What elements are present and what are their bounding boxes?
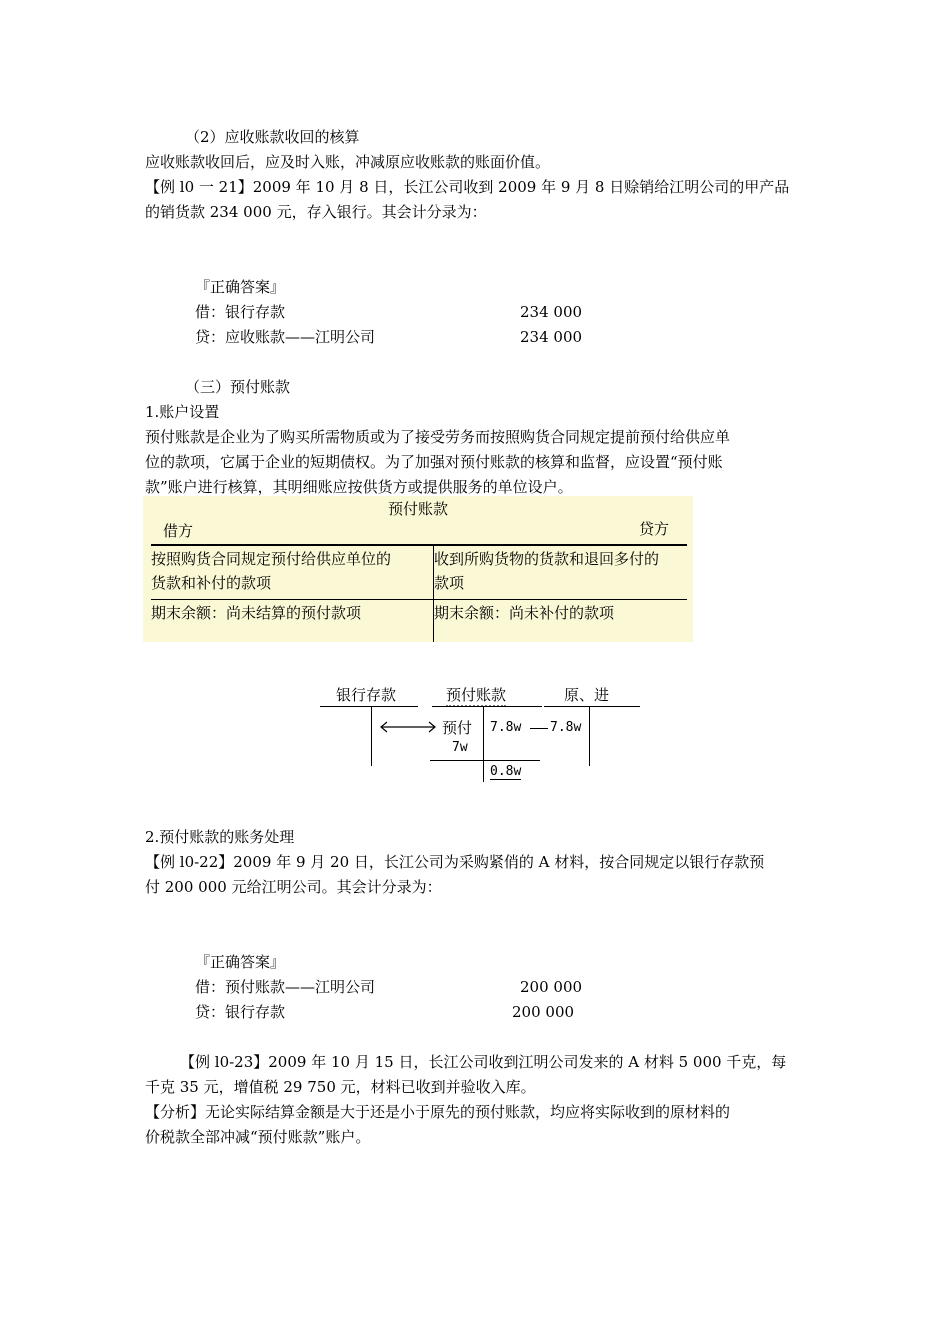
t-account-title: 预付账款	[387, 500, 448, 518]
paragraph-prepayment-line3: 款”账户进行核算，其明细账应按供货方或提供服务的单位设户。	[145, 478, 573, 496]
example-23-line1: 【例 l0-23】2009 年 10 月 15 日，长江公司收到江明公司发来的 A 材料 5 000 千克，每	[180, 1053, 787, 1071]
ledger-sketch	[318, 680, 648, 790]
example-22-line1: 【例 l0-22】2009 年 9 月 20 日，长江公司为采购紧俏的 A 材料，按合同规定以银行存款预	[145, 853, 765, 871]
ledger-account-prepaid: 预付账款	[446, 684, 506, 707]
paragraph-prepayment-line1: 预付账款是企业为了购买所需物质或为了接受劳务而按照购货合同规定提前预付给供应单	[145, 428, 731, 446]
subheading-prepayment-processing: 2.预付账款的账务处理	[145, 828, 295, 846]
t-account-credit-label: 贷方	[638, 520, 669, 538]
example-22-line2: 付 200 000 元给江明公司。其会计分录为：	[145, 878, 442, 896]
ledger-prepaid-center-rule	[483, 706, 484, 782]
t-account-mid-rule	[151, 599, 687, 600]
paragraph-prepayment-line2: 位的款项，它属于企业的短期债权。为了加强对预付账款的核算和监督，应设置“预付账	[145, 453, 723, 471]
analysis-line2: 价税款全部冲减“预付账款”账户。	[145, 1128, 371, 1146]
ledger-prepaid-sum-rule	[430, 760, 540, 761]
t-account-debit-row1-line2: 货款和补付的款项	[151, 574, 272, 592]
example-21-line2: 的销货款 234 000 元，存入银行。其会计分录为：	[145, 203, 487, 221]
journal-entry-credit: 贷：应收账款——江明公司	[195, 328, 376, 346]
ledger-bank-top-rule	[320, 706, 418, 707]
journal-entry-debit-2-amount: 200 000	[520, 978, 583, 996]
ledger-materials-center-rule	[589, 706, 590, 766]
answer-label-2: 『正确答案』	[195, 953, 286, 971]
ledger-account-bank: 银行存款	[336, 686, 397, 704]
t-account-debit-balance: 期末余额：尚未结算的预付款项	[151, 604, 362, 622]
ledger-prepaid-top-rule	[432, 706, 542, 707]
t-account-table	[143, 496, 693, 642]
paragraph-intro: 应收账款收回后，应及时入账，冲减原应收账款的账面价值。	[145, 153, 551, 171]
answer-label: 『正确答案』	[195, 278, 286, 296]
journal-entry-debit-2: 借：预付账款——江明公司	[195, 978, 376, 996]
subheading-account-setup: 1.账户设置	[145, 403, 220, 421]
t-account-credit-row1-line2: 款项	[434, 574, 465, 592]
journal-entry-debit: 借：银行存款	[195, 303, 286, 321]
ledger-account-materials: 原、进	[564, 686, 610, 704]
t-account-debit-row1-line1: 按照购货合同规定预付给供应单位的	[151, 550, 392, 568]
journal-entry-debit-amount: 234 000	[520, 303, 583, 321]
double-arrow-icon	[378, 720, 438, 734]
journal-entry-credit-amount: 234 000	[520, 328, 583, 346]
ledger-prepaid-credit-amount: 7.8w	[490, 720, 522, 735]
example-23-line2: 千克 35 元，增值税 29 750 元，材料已收到并验收入库。	[145, 1078, 536, 1096]
ledger-bank-center-rule	[371, 706, 372, 766]
ledger-materials-top-rule	[544, 706, 640, 707]
section-heading-receivable-collection: （2）应收账款收回的核算	[185, 128, 360, 146]
ledger-balance-amount: 0.8w	[490, 764, 522, 779]
ledger-link-dash	[530, 728, 548, 729]
analysis-line1: 【分析】无论实际结算金额是大于还是小于原先的预付账款，均应将实际收到的原材料的	[145, 1103, 731, 1121]
t-account-debit-label: 借方	[163, 522, 194, 540]
section-heading-prepayment: （三）预付账款	[185, 378, 291, 396]
ledger-prepay-label: 预付	[442, 719, 473, 737]
t-account-credit-row1-line1: 收到所购货物的货款和退回多付的	[434, 550, 660, 568]
ledger-materials-debit-amount: 7.8w	[550, 720, 582, 735]
journal-entry-credit-2: 贷：银行存款	[195, 1003, 286, 1021]
example-21-line1: 【例 l0 一 21】2009 年 10 月 8 日，长江公司收到 2009 年 9 月 8 日赊销给江明公司的甲产品	[145, 178, 790, 196]
t-account-top-rule	[151, 544, 687, 546]
t-account-credit-balance: 期末余额：尚未补付的款项	[434, 604, 615, 622]
ledger-prepay-amount: 7w	[452, 740, 468, 755]
journal-entry-credit-2-amount: 200 000	[512, 1003, 575, 1021]
